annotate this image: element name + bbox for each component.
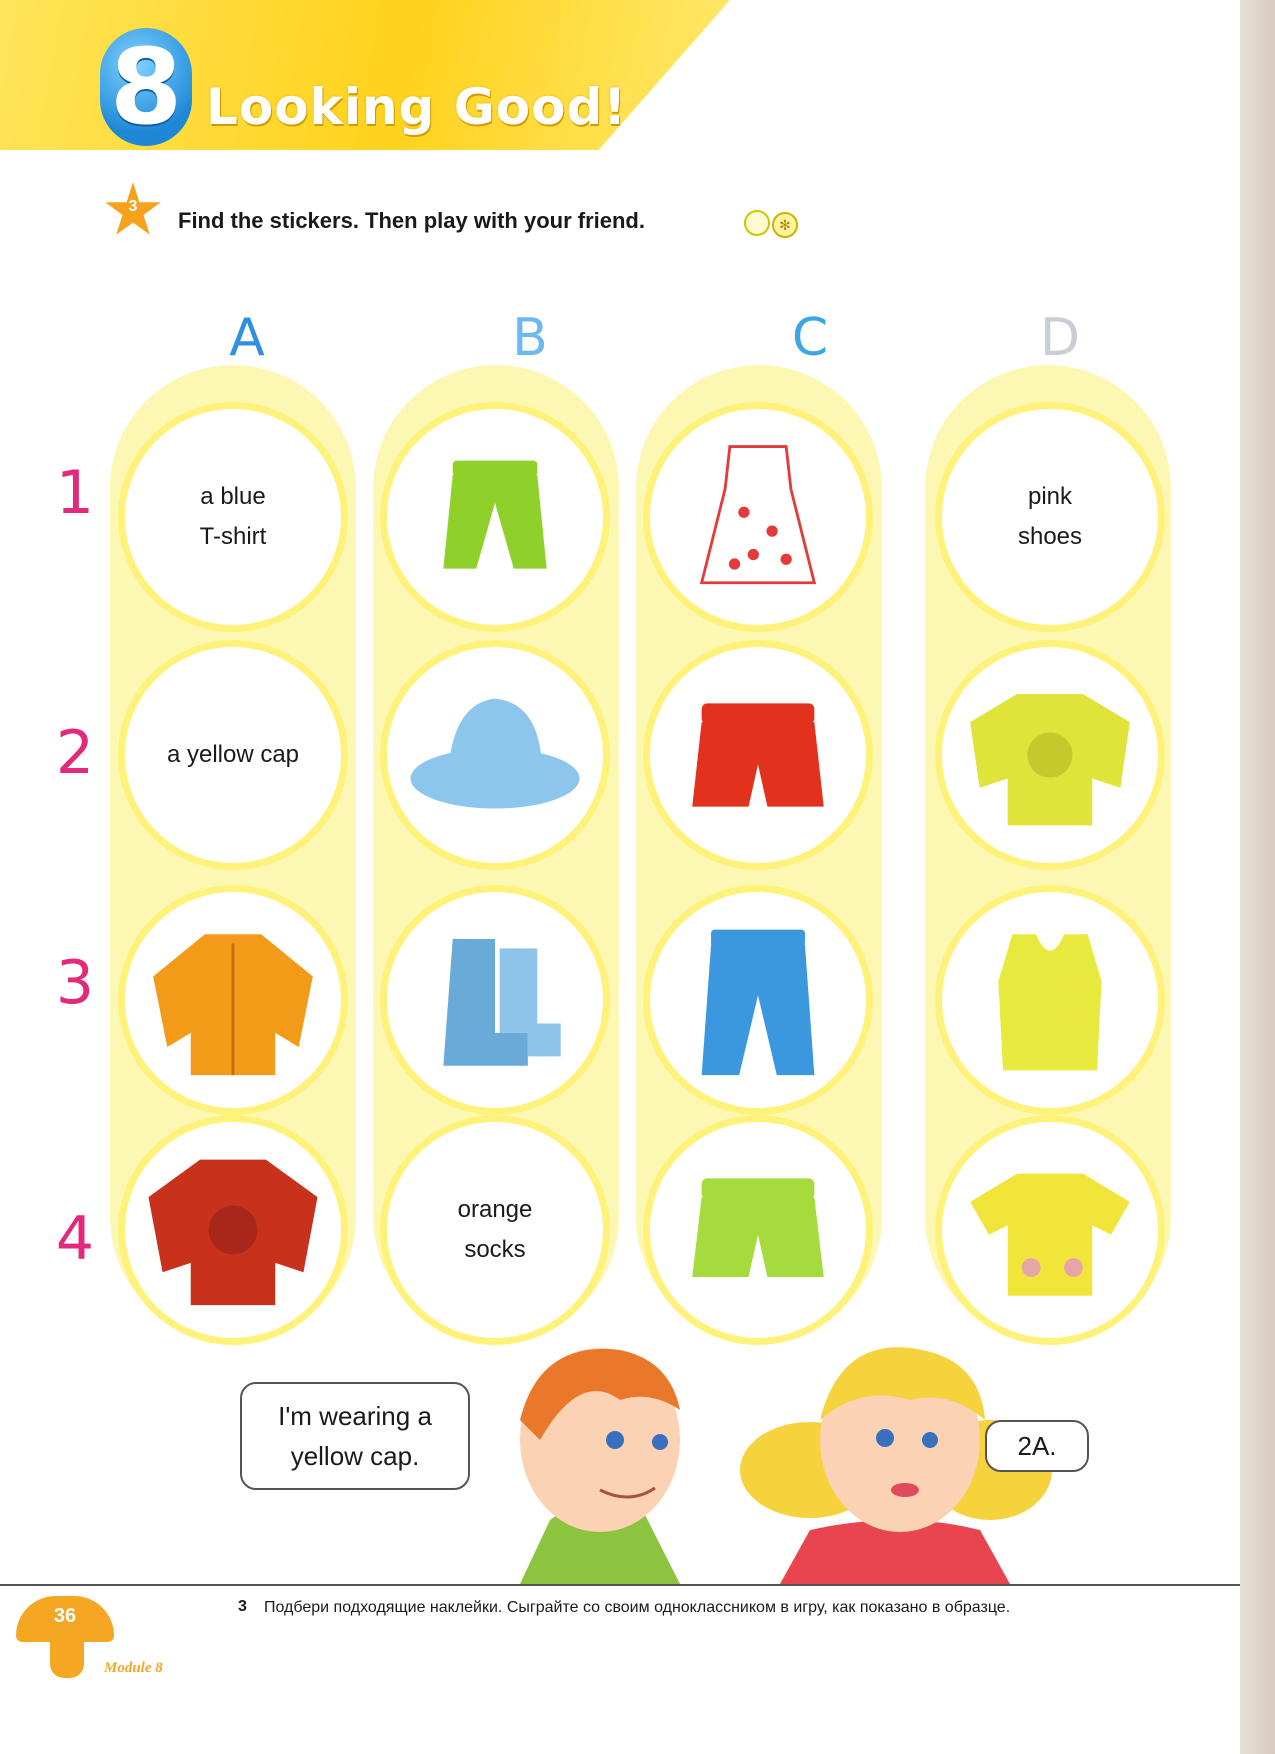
sticker-cell-2a[interactable] — [118, 640, 348, 870]
girl-speech-text: 2A. — [1017, 1431, 1057, 1461]
red-shorts-icon — [650, 647, 866, 863]
sticker-cell-4a[interactable] — [118, 1115, 348, 1345]
footer-divider — [0, 1584, 1240, 1586]
sticker-cell-2d[interactable] — [935, 640, 1165, 870]
column-label-a: A — [229, 308, 265, 368]
row-label-3: 3 — [55, 948, 95, 1018]
sticker-label: a blue T-shirt — [199, 483, 267, 550]
sticker-cell-3d[interactable] — [935, 885, 1165, 1115]
blue-jeans-icon — [650, 892, 866, 1108]
row-label-2: 2 — [55, 718, 95, 788]
column-label-d: D — [1039, 308, 1081, 368]
sticker-cell-3c[interactable] — [643, 885, 873, 1115]
sticker-label: orange socks — [457, 1196, 533, 1263]
row-label-4: 4 — [55, 1204, 95, 1274]
sticker-cell-3b[interactable] — [380, 885, 610, 1115]
yellow-vest-icon — [942, 892, 1158, 1108]
sticker-cell-3a[interactable] — [118, 885, 348, 1115]
row-label-1: 1 — [55, 458, 95, 528]
boy-speech-text: I'm wearing a yellow cap. — [278, 1401, 432, 1471]
footnote-number: 3 — [238, 1598, 247, 1615]
column-label-c: C — [791, 308, 829, 368]
exercise-instruction: Find the stickers. Then play with your friend. — [178, 208, 645, 233]
page-edge — [1240, 0, 1275, 1754]
footnote-text: Подбери подходящие наклейки. Сыграйте со своим одноклассником в игру, как показано в образце. — [264, 1599, 1011, 1616]
mushroom-icon — [50, 1638, 84, 1678]
column-label-b: B — [512, 308, 548, 368]
exercise-number: 3 — [128, 198, 138, 215]
sticker-cell-4c[interactable] — [643, 1115, 873, 1345]
sticker-cell-4d[interactable] — [935, 1115, 1165, 1345]
sticker-cell-1a[interactable] — [118, 402, 348, 632]
sticker-cell-2b[interactable] — [380, 640, 610, 870]
orange-jacket-icon — [125, 892, 341, 1108]
blue-boots-icon — [387, 892, 603, 1108]
green-shorts-icon — [650, 1122, 866, 1338]
boy-speech-bubble — [240, 1382, 470, 1490]
yellow-tshirt-icon — [942, 1122, 1158, 1338]
sticker-cell-1b[interactable] — [380, 402, 610, 632]
heart-dress-icon — [650, 409, 866, 625]
blue-hat-icon — [387, 647, 603, 863]
red-sweater-icon — [125, 1122, 341, 1338]
sticker-cell-2c[interactable] — [643, 640, 873, 870]
sticker-cell-1d[interactable] — [935, 402, 1165, 632]
yellow-sweater-icon — [942, 647, 1158, 863]
magnifier-icon — [744, 210, 770, 236]
sticker-cell-4b[interactable] — [380, 1115, 610, 1345]
module-label: Module 8 — [104, 1660, 163, 1676]
sticker-label: pink shoes — [1017, 483, 1083, 550]
module-number: 8 — [100, 28, 192, 146]
green-trousers-icon — [387, 409, 603, 625]
sticker-cell-1c[interactable] — [643, 402, 873, 632]
sticker-label: a yellow cap — [166, 741, 300, 768]
girl-speech-bubble — [985, 1420, 1089, 1472]
page-title: Looking Good! — [206, 78, 628, 136]
boy-icon — [520, 1348, 680, 1584]
children-illustration — [480, 1330, 1240, 1584]
sticker-icon: ✻ — [772, 212, 798, 238]
page-number: 36 — [53, 1605, 77, 1627]
